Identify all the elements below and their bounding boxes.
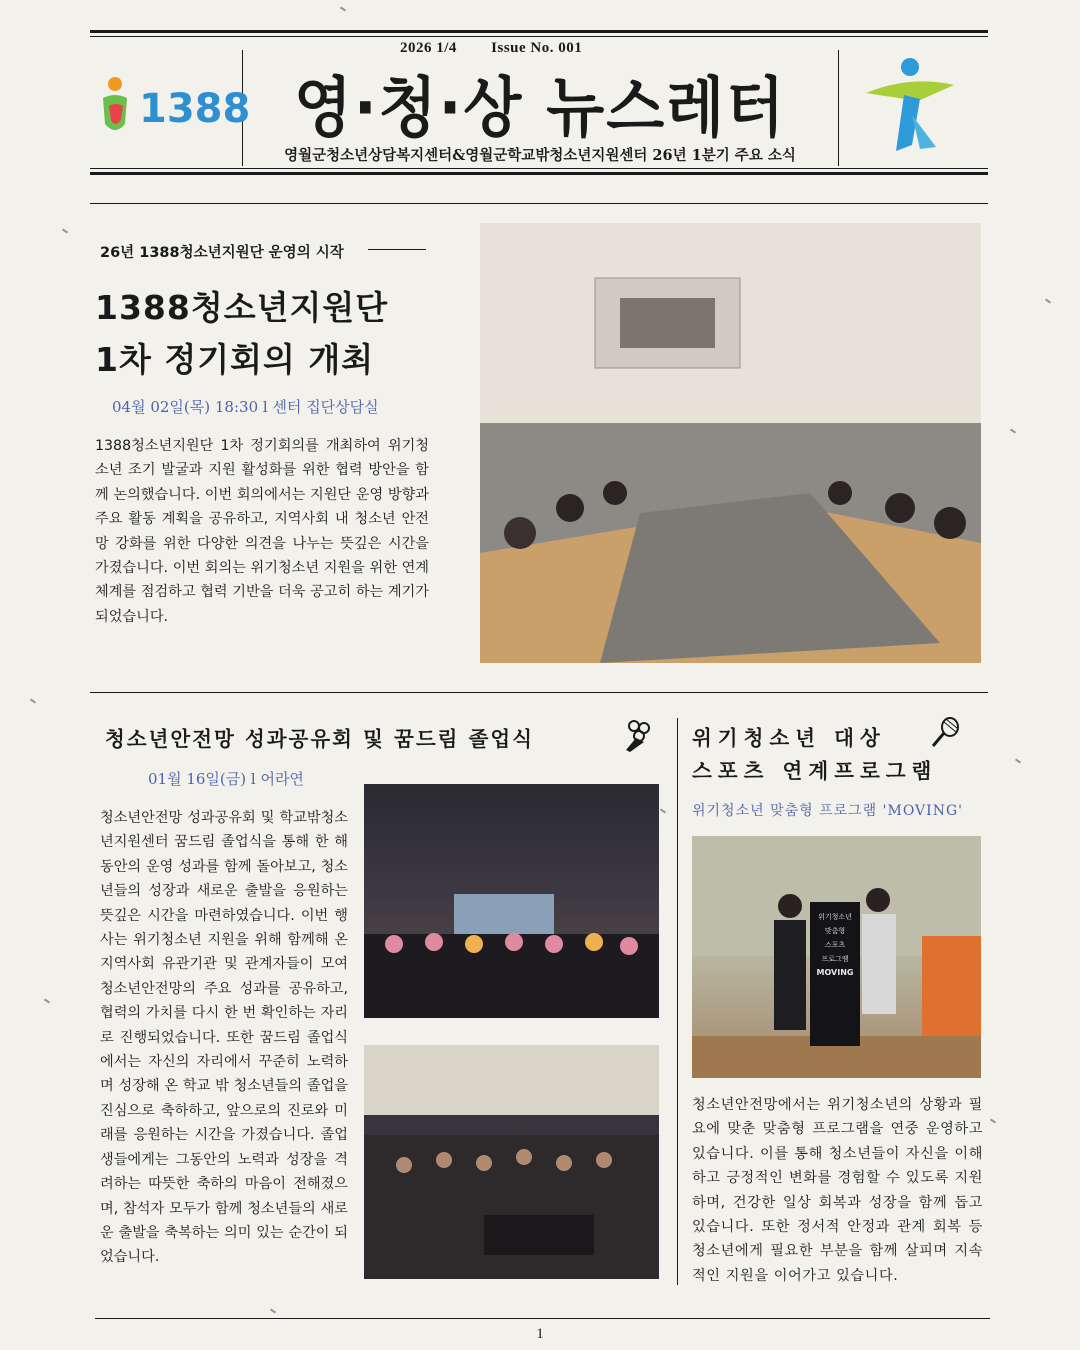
sports-headline xyxy=(692,722,937,788)
kicker-divider xyxy=(368,249,426,250)
issue-date: 2026 1/4 xyxy=(400,40,457,56)
bouquet-icon xyxy=(620,716,656,752)
graduation-meta: 01월 16일(금) l 어라연 xyxy=(148,770,304,788)
sports-body: 청소년안전망에서는 위기청소년의 상황과 필요에 맞춘 맞춤형 프로그램을 연중 운영하고 있습니다. 이를 통해 청소년들이 자신을 이해하고 긍정적인 변화를 경험할 수 있도록 지원하며, 건강한 일상 회복과 성장을 함께 돕고 있습니다. 또한 정서적 안정과 관계 회복 등 청소년에게 필요한 부분을 함께 살피며 지속적인 지원을 이어가고 있습니다. xyxy=(692,1097,983,1284)
newsletter-title: 영·청·상 뉴스레터 xyxy=(293,70,787,147)
banner-line1: 위기청소년 xyxy=(818,913,852,921)
sports-headline-line2: 스포츠 연계프로그램 xyxy=(692,759,938,783)
banner-line3: 스포츠 xyxy=(824,941,846,949)
main-headline xyxy=(95,282,455,386)
youth-logo-icon xyxy=(860,55,960,155)
newsletter-subtitle: 영월군청소년상담복지센터&영월군학교밖청소년지원센터 26년 1분기 주요 소식 xyxy=(284,147,796,164)
banner-line5: MOVING xyxy=(816,968,854,977)
issue-info xyxy=(400,40,612,57)
graduation-headline: 청소년안전망 성과공유회 및 꿈드림 졸업식 xyxy=(105,727,535,751)
main-body: 1388청소년지원단 1차 정기회의를 개최하여 위기청소년 조기 발굴과 지원 활성화를 위한 협력 방안을 함께 논의했습니다. 이번 회의에서는 지원단 운영 방향과 주요 활동 계획을 공유하고, 지역사회 내 청소년 안전망 강화를 위한 다양한 의견을 나누는 뜻깊은 시간을 가졌습니다. 이번 회의는 위기청소년 지원을 위한 연계 체계를 점검하고 협력 기반을 더욱 공고히 하는 계기가 되었습니다. xyxy=(95,438,429,625)
page-number: 1 xyxy=(536,1326,544,1342)
logo-text: 1388 xyxy=(139,86,251,132)
graduation-photo-crowd xyxy=(364,1045,659,1279)
main-meta: 04월 02일(목) 18:30 l 센터 집단상담실 xyxy=(112,398,379,416)
sports-meta: 위기청소년 맞춤형 프로그램 'MOVING' xyxy=(692,803,963,819)
badminton-icon xyxy=(928,716,962,750)
issue-number: Issue No. 001 xyxy=(491,40,583,56)
main-headline-line2: 1차 정기회의 개최 xyxy=(95,340,375,379)
sports-headline-line1: 위기청소년 대상 xyxy=(692,726,886,750)
sports-photo xyxy=(692,836,981,1078)
main-headline-line1: 1388청소년지원단 xyxy=(95,288,389,327)
article-kicker: 26년 1388청소년지원단 운영의 시작 xyxy=(100,245,344,261)
graduation-photo-stage xyxy=(364,784,659,1018)
graduation-body: 청소년안전망 성과공유회 및 학교밖청소년지원센터 꿈드림 졸업식을 통해 한 해 동안의 운영 성과를 함께 돌아보고, 청소년들의 성장과 새로운 출발을 응원하는 뜻깊은 시간을 마련하였습니다. 이번 행사는 위기청소년 지원을 위해 함께해 온 지역사회 유관기관 및 관계자들이 모여 청소년안전망의 주요 성과를 공유하고, 협력의 가치를 다시 한 번 확인하는 자리로 진행되었습니다. 또한 꿈드림 졸업식에서는 자신의 자리에서 꾸준히 노력하며 성장해 온 학교 밖 청소년들의 졸업을 진심으로 축하하고, 앞으로의 진로와 미래를 응원하는 시간을 가졌습니다. 졸업생들에게는 그동안의 노력과 성장을 격려하는 따뜻한 축하의 마음이 전해졌으며, 참석자 모두가 함께 청소년들의 새로운 출발을 축복하는 의미 있는 순간이 되었습니다. xyxy=(100,810,348,1266)
moving-banner xyxy=(810,902,860,1046)
meeting-photo xyxy=(480,223,981,663)
banner-line4: 프로그램 xyxy=(821,955,849,963)
banner-line2: 맞춤형 xyxy=(824,927,846,935)
logo-1388 xyxy=(95,72,251,144)
logo-head-icon xyxy=(108,77,122,91)
